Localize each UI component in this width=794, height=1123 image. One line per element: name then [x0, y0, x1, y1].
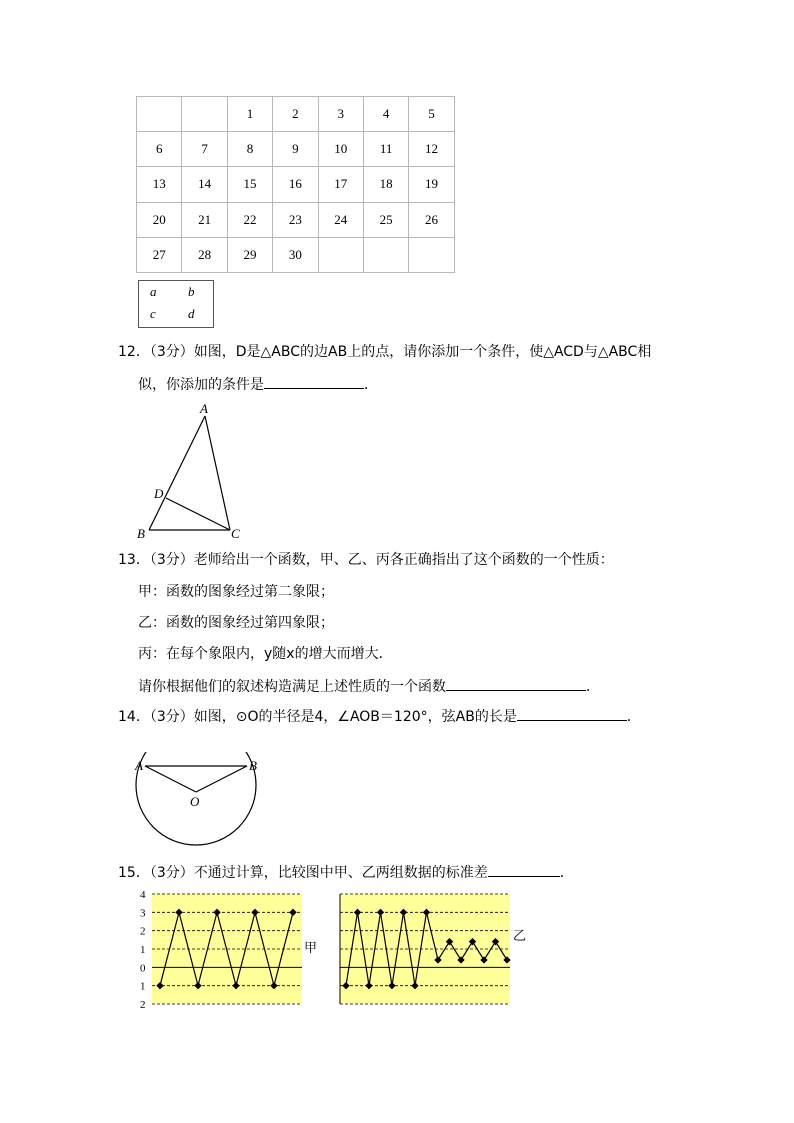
y-tick-label: 2 [140, 999, 146, 1011]
calendar-cell: 19 [409, 167, 454, 202]
box-a: a [150, 284, 157, 299]
label-A: A [200, 401, 208, 416]
q13-yi: 乙：函数的图象经过第四象限； [138, 615, 334, 631]
q14-stem: 如图，⊙O的半径是4，∠AOB＝120°，弦AB的长是 [193, 709, 517, 725]
q13-number: 13． [118, 552, 150, 568]
q14-line [118, 706, 641, 727]
calendar-cell: 25 [363, 202, 408, 237]
calendar-row [137, 167, 455, 202]
q15-period: ． [559, 865, 574, 881]
calendar-cell [318, 237, 363, 272]
calendar-cell: 2 [273, 97, 318, 132]
q15-charts [136, 886, 536, 1012]
q12-text-1: 如图，D是△ABC的边AB上的点，请你添加一个条件，使△ACD与△ABC相 [193, 344, 652, 360]
label-B: B [249, 758, 257, 773]
calendar-cell: 8 [227, 132, 272, 167]
calendar-cell [182, 97, 227, 132]
q13-score: （3分） [149, 552, 194, 568]
q13-bing: 丙：在每个象限内，y随x的增大而增大． [138, 646, 393, 662]
series-name-label: 甲 [304, 940, 318, 955]
q12-number: 12． [118, 344, 150, 360]
calendar-cell: 22 [227, 202, 272, 237]
calendar-cell: 3 [318, 97, 363, 132]
q12-score: （3分） [149, 344, 194, 360]
y-tick-label: 1 [140, 944, 146, 956]
y-tick-label: 4 [140, 889, 146, 901]
q12-line1 [118, 342, 651, 362]
calendar-row [137, 132, 455, 167]
calendar-cell: 29 [227, 237, 272, 272]
calendar-cell: 18 [363, 167, 408, 202]
calendar-cell: 20 [137, 202, 182, 237]
calendar-cell: 5 [409, 97, 454, 132]
calendar-selection-box [138, 280, 214, 328]
q14-period: ． [626, 709, 641, 725]
box-c: c [150, 306, 156, 321]
calendar-cell: 6 [137, 132, 182, 167]
q15-score: （3分） [149, 865, 194, 881]
radius-OB [196, 766, 247, 792]
calendar-cell: 14 [182, 167, 227, 202]
y-tick-label: 2 [140, 925, 146, 938]
calendar-cell: 1 [227, 97, 272, 132]
y-tick-label: 0 [140, 962, 146, 975]
calendar-cell: 10 [318, 132, 363, 167]
q13-ask: 请你根据他们的叙述构造满足上述性质的一个函数 [138, 679, 446, 695]
q13-stem: 老师给出一个函数，甲、乙、丙各正确指出了这个函数的一个性质： [193, 552, 614, 568]
box-b: b [188, 284, 195, 299]
q14-answer-blank[interactable] [517, 706, 627, 721]
q13-ask-line [138, 676, 600, 697]
y-tick-label: 1 [140, 980, 146, 993]
label-B: B [137, 526, 145, 541]
calendar-table [136, 96, 455, 273]
calendar-cell [137, 97, 182, 132]
q15-answer-blank[interactable] [488, 862, 560, 877]
q12-text-2: 似，你添加的条件是 [138, 377, 264, 393]
q13-stem-line [118, 550, 614, 570]
calendar-cell: 13 [137, 167, 182, 202]
q15-number: 15． [118, 865, 150, 881]
side-AC [205, 416, 230, 530]
calendar-cell: 28 [182, 237, 227, 272]
calendar-cell: 27 [137, 237, 182, 272]
label-C: C [231, 526, 240, 541]
calendar-cell: 23 [273, 202, 318, 237]
calendar-cell: 7 [182, 132, 227, 167]
q12-answer-blank[interactable] [264, 374, 364, 389]
chart-yi [340, 894, 526, 1004]
calendar-cell: 15 [227, 167, 272, 202]
calendar-row [137, 97, 455, 132]
q12-line2 [138, 374, 378, 395]
series-name-label: 乙 [513, 928, 527, 943]
calendar-cell: 21 [182, 202, 227, 237]
calendar-cell: 30 [273, 237, 318, 272]
q14-score: （3分） [149, 709, 194, 725]
calendar-cell: 4 [363, 97, 408, 132]
box-d: d [188, 306, 195, 321]
label-O: O [190, 794, 200, 809]
calendar-cell: 16 [273, 167, 318, 202]
chart-jia [140, 889, 317, 1011]
q14-circle-figure [132, 752, 268, 852]
calendar-cell: 9 [273, 132, 318, 167]
radius-OA [145, 766, 196, 792]
label-A: A [135, 758, 143, 773]
q13-jia: 甲：函数的图象经过第二象限； [138, 584, 334, 600]
q13-period: ． [586, 679, 600, 695]
q12-period: ． [364, 377, 378, 393]
calendar-cell: 11 [363, 132, 408, 167]
q15-stem: 不通过计算，比较图中甲、乙两组数据的标准差 [193, 865, 488, 881]
calendar-cell [409, 237, 454, 272]
calendar-cell: 12 [409, 132, 454, 167]
calendar-cell: 24 [318, 202, 363, 237]
q12-triangle-figure [130, 398, 250, 544]
q13-answer-blank[interactable] [446, 676, 586, 691]
calendar-cell: 26 [409, 202, 454, 237]
calendar-row [137, 237, 455, 272]
label-D: D [154, 486, 164, 501]
calendar-row [137, 202, 455, 237]
calendar-cell [363, 237, 408, 272]
q15-line [118, 862, 574, 883]
calendar-cell: 17 [318, 167, 363, 202]
y-tick-label: 3 [140, 907, 146, 920]
q14-number: 14． [118, 709, 150, 725]
segment-DC [166, 498, 230, 530]
